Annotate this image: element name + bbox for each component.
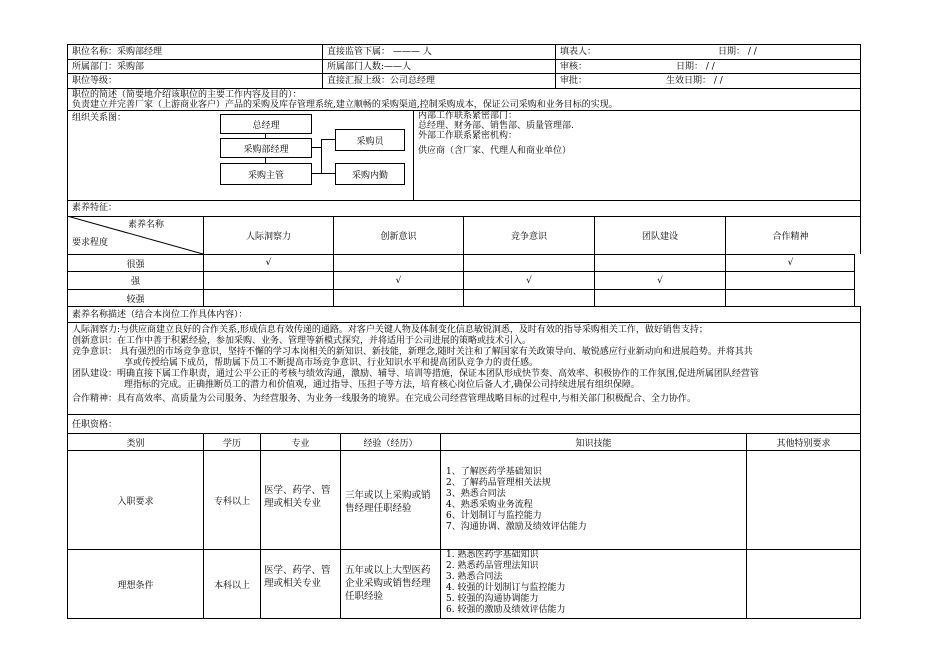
summary-title: 职位的简述（简要地介绍该职位的主要工作内容及目的）：: [72, 90, 302, 100]
department: 所属部门：采购部: [72, 62, 145, 72]
frame-bottom: [67, 618, 861, 619]
descriptions-top-line: [67, 322, 861, 323]
req-row2-experience: 五年或以上大型医药企业采购或销售经理任职经验: [345, 565, 431, 602]
req-row2-education: 本科以上: [213, 580, 250, 591]
req-row1-category: 入职要求: [117, 496, 154, 507]
internal-contacts-list: 总经理、财务部、销售部、质量管理部.: [418, 121, 574, 131]
quality-check-mark: √: [395, 275, 402, 286]
description-teambuilding-cont: 理指标的完成。正确推断员工的潜力和价值观，通过指导、压担子等方法，培育核心岗位后备人才,确保公司持续进展有组织保障。: [124, 380, 640, 390]
quality-col-teambuilding: 团队建设: [641, 232, 678, 242]
req-header-category: 类别: [126, 438, 145, 449]
req-row1-skill-3: 3、熟悉合同法: [446, 489, 506, 499]
req-row2-skill-3: 3. 熟悉合同法: [446, 572, 503, 582]
review-date: 日期： / /: [676, 62, 715, 72]
org-bottom-line: [67, 200, 861, 201]
org-box-supervisor: [220, 163, 312, 185]
reviewer-label: 审核：: [560, 62, 588, 72]
quality-level-strong: 强: [130, 277, 140, 287]
org-branch-vertical: [321, 139, 322, 173]
quality-col-cooperation: 合作精神: [772, 232, 809, 242]
org-label: 组织关系图：: [72, 113, 127, 123]
org-branch-staff: [311, 173, 335, 174]
dept-headcount: 所属部门人数:——人: [327, 62, 412, 72]
req-row2-skill-4: 4. 较强的计划制订与监控能力: [446, 583, 566, 593]
descriptions-label: 素养名称描述（结合本岗位工作具体内容）：: [72, 310, 248, 320]
fill-date: 日期： / /: [718, 47, 757, 57]
org-buyer-label: 采购员: [356, 136, 384, 147]
description-competition-cont: 享或传授给属下成员，帮助属下员工不断提高市场竞争意识、行业知识水平和提高团队竞争力的责任感。: [124, 358, 539, 368]
req-row1-skills: [446, 467, 744, 533]
org-divider: [413, 111, 414, 200]
quality-col-competition: 竞争意识: [510, 232, 547, 242]
req-row2-skill-2: 2. 熟悉药品管理法知识: [446, 561, 539, 571]
direct-reports: 直接监管下属： ——— 人: [327, 47, 432, 57]
description-innovation: 创新意识：在工作中善于积累经验，参加采购、业务、管理等新模式探究，并将适用于公司进展的策略或技术引入。: [72, 336, 532, 346]
header-row-line-1: [67, 59, 861, 60]
req-header-skills: 知识技能: [575, 438, 612, 449]
req-row1-skill-2: 2、了解药品管理相关法规: [446, 478, 551, 488]
description-cooperation: 合作精神：具有高效率、高质量为公司服务、为经营服务、为业务一线服务的境界。在完成公司经营管理战略目标的过程中,与相关部门积极配合、全力协作。: [72, 394, 696, 404]
org-staff-label: 采购内勤: [351, 170, 388, 181]
org-box-manager: [220, 138, 312, 158]
quality-level-fairly-strong: 较强: [126, 294, 145, 305]
internal-contacts-title: 内部工作联系紧密部门：: [418, 111, 518, 121]
quality-check-mark: √: [526, 275, 532, 286]
frame-right-lower: [860, 307, 861, 619]
req-row1-skill-4: 4、熟悉采购业务流程: [446, 500, 533, 510]
external-contacts-list: 供应商（含厂家、代理人和商业单位）: [418, 146, 572, 156]
req-row2-skill-1: 1. 熟悉医药学基础知识: [446, 550, 539, 560]
quality-level-very-strong: 很强: [126, 259, 145, 270]
summary-text: 负责建立并完善厂家（上游商业客户）产品的采购及库存管理系统,建立顺畅的采购渠道,控制采购成本，保证公司采购和业务目标的实现。: [72, 100, 618, 110]
req-row1-education: 专科以上: [213, 496, 250, 507]
requirements-label: 任职资格：: [72, 420, 118, 430]
quality-col-insight: 人际洞察力: [245, 232, 291, 242]
req-row1-major: 医学、药学、管理或相关专业: [264, 485, 331, 509]
quality-check-mark: √: [787, 258, 794, 268]
req-header-other: 其他特别要求: [776, 438, 831, 449]
org-supervisor-label: 采购主管: [247, 170, 284, 181]
org-branch-horizontal: [311, 147, 321, 148]
description-insight: 人际洞察力:与供应商建立良好的合作关系,形成信息有效传递的通路。对客户关键人物及体制变化信息敏锐洞悉，及时有效的指导采购相关工作，做好销售支持；: [72, 325, 708, 335]
quality-check-mark: √: [265, 258, 272, 268]
req-row1-other: [747, 451, 860, 549]
req-row2-other: [747, 550, 860, 618]
req-header-experience: 经验（经历）: [363, 438, 418, 449]
qualities-row-line-3: [67, 306, 861, 307]
req-row2-skill-5: 5. 较强的沟通协调能力: [446, 594, 539, 604]
req-row1-skill-5: 6、计划制订与监控能力: [446, 511, 542, 521]
filler-label: 填表人：: [560, 47, 597, 57]
req-row2-major: 医学、药学、管理或相关专业: [264, 565, 331, 589]
org-box-staff: [335, 163, 405, 185]
req-col-4: [440, 433, 441, 618]
req-row1-experience: 三年或以上采购或销售经理任职经验: [345, 490, 431, 514]
quality-check-mark: √: [657, 275, 663, 286]
req-row2-skills: [446, 550, 744, 616]
frame-right: [860, 44, 861, 254]
requirements-top-line: [67, 414, 861, 415]
frame-top: [67, 44, 861, 45]
approver-label: 审批：: [560, 76, 588, 86]
org-gm-label: 总经理: [252, 120, 280, 131]
description-teambuilding: 团队建设：明确直接下属工作职责，通过公平公正的考核与绩效沟通，激励、辅导、培训等措施，保证本团队形成快节奏、高效率、积极协作的工作氛围,促进所属团队经营管: [72, 369, 759, 379]
req-header-education: 学历: [222, 438, 241, 449]
req-row2-category: 理想条件: [117, 580, 154, 591]
position-grade: 职位等级：: [72, 76, 118, 86]
description-competition: 竞争意识： 具有强烈的市场竞争意识，坚持不懈的学习本岗相关的新知识、新技能，新理念,随时关注和了解国家有关政策导向、敏锐感应行业新动向和进展趋势。并将其共: [72, 347, 753, 357]
effective-date: 生效日期： / /: [666, 76, 723, 86]
quality-col-innovation: 创新意识: [380, 232, 417, 242]
external-contacts-title: 外部工作联系紧密机构：: [418, 131, 518, 141]
req-col-2: [260, 433, 261, 618]
position-name: 职位名称：采购部经理: [72, 47, 163, 57]
header-row-line-2: [67, 73, 861, 74]
org-box-gm: [220, 114, 312, 134]
header-col-line-2: [555, 44, 556, 88]
org-branch-buyer: [321, 139, 335, 140]
req-col-3: [340, 433, 341, 618]
req-row1-skill-1: 1、了解医药学基础知识: [446, 467, 542, 477]
req-header-major: 专业: [291, 438, 310, 449]
header-col-line-1: [322, 44, 323, 88]
qualities-corner-top: 素养名称: [128, 220, 165, 230]
req-row1-skill-6: 7、沟通协调、激励及绩效评估能力: [446, 522, 587, 532]
org-box-buyer: [335, 129, 405, 151]
direct-superior: 直接汇报上级：公司总经理: [327, 76, 436, 86]
qualities-corner-bottom: 要求程度: [72, 238, 109, 248]
org-manager-label: 采购部经理: [243, 144, 289, 155]
header-row-line-3: [67, 88, 861, 89]
qualities-label: 素养特征：: [72, 203, 118, 213]
req-row2-skill-6: 6. 较强的激励及绩效评估能力: [446, 605, 566, 615]
